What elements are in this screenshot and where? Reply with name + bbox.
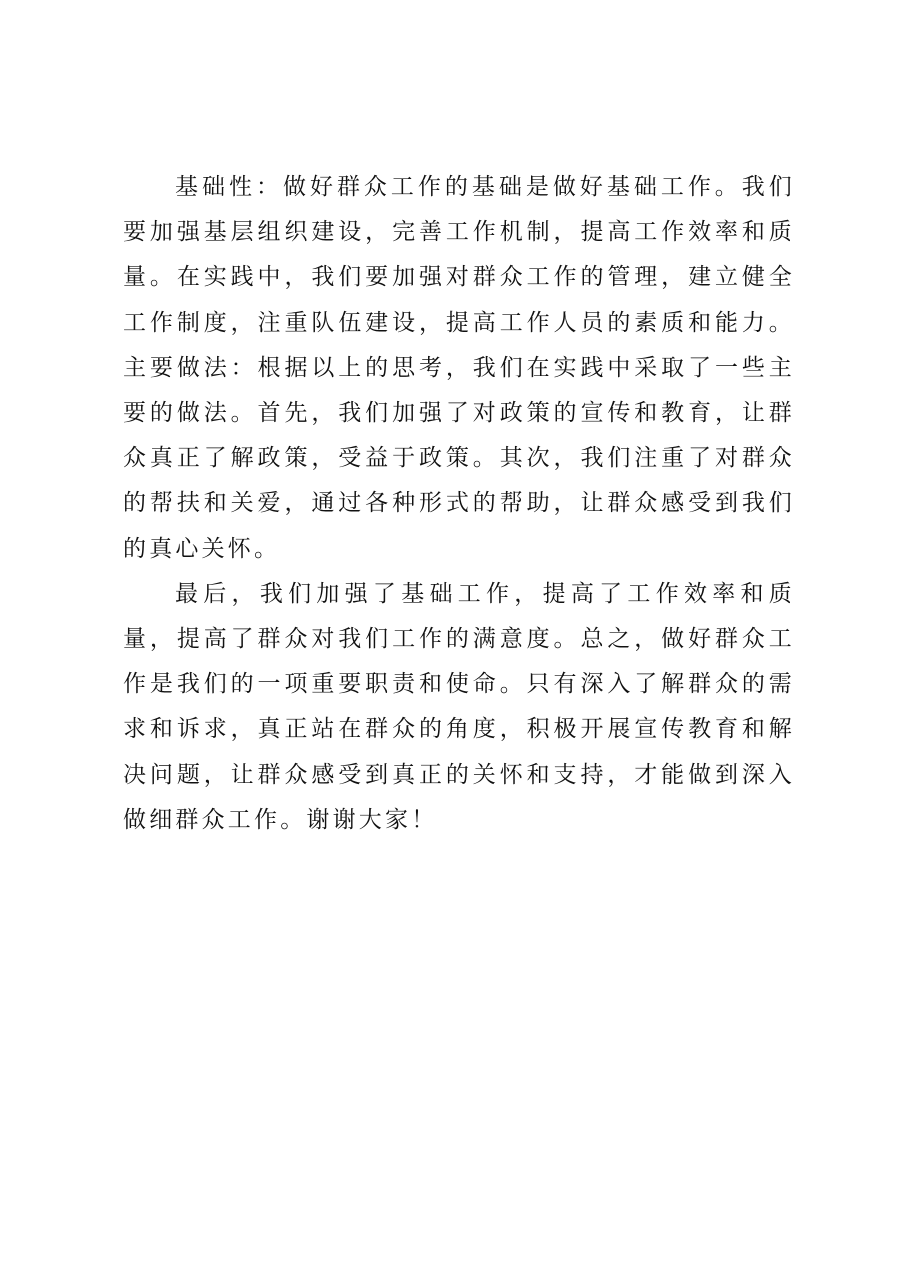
paragraph-2: 最后，我们加强了基础工作，提高了工作效率和质量，提高了群众对我们工作的满意度。总之，做好群众工作是我们的一项重要职责和使命。只有深入了解群众的需求和诉求，真正站在群众的角度，积极开展宣传教育和解决问题，让群众感受到真正的关怀和支持，才能做到深入做细群众工作。谢谢大家！ [123,580,795,833]
document-body [123,165,795,843]
paragraph-1: 基础性：做好群众工作的基础是做好基础工作。我们要加强基层组织建设，完善工作机制，提高工作效率和质量。在实践中，我们要加强对群众工作的管理，建立健全工作制度，注重队伍建设，提高工作人员的素质和能力。主要做法：根据以上的思考，我们在实践中采取了一些主要的做法。首先，我们加强了对政策的宣传和教育，让群众真正了解政策，受益于政策。其次，我们注重了对群众的帮扶和关爱，通过各种形式的帮助，让群众感受到我们的真心关怀。 [123,174,795,562]
